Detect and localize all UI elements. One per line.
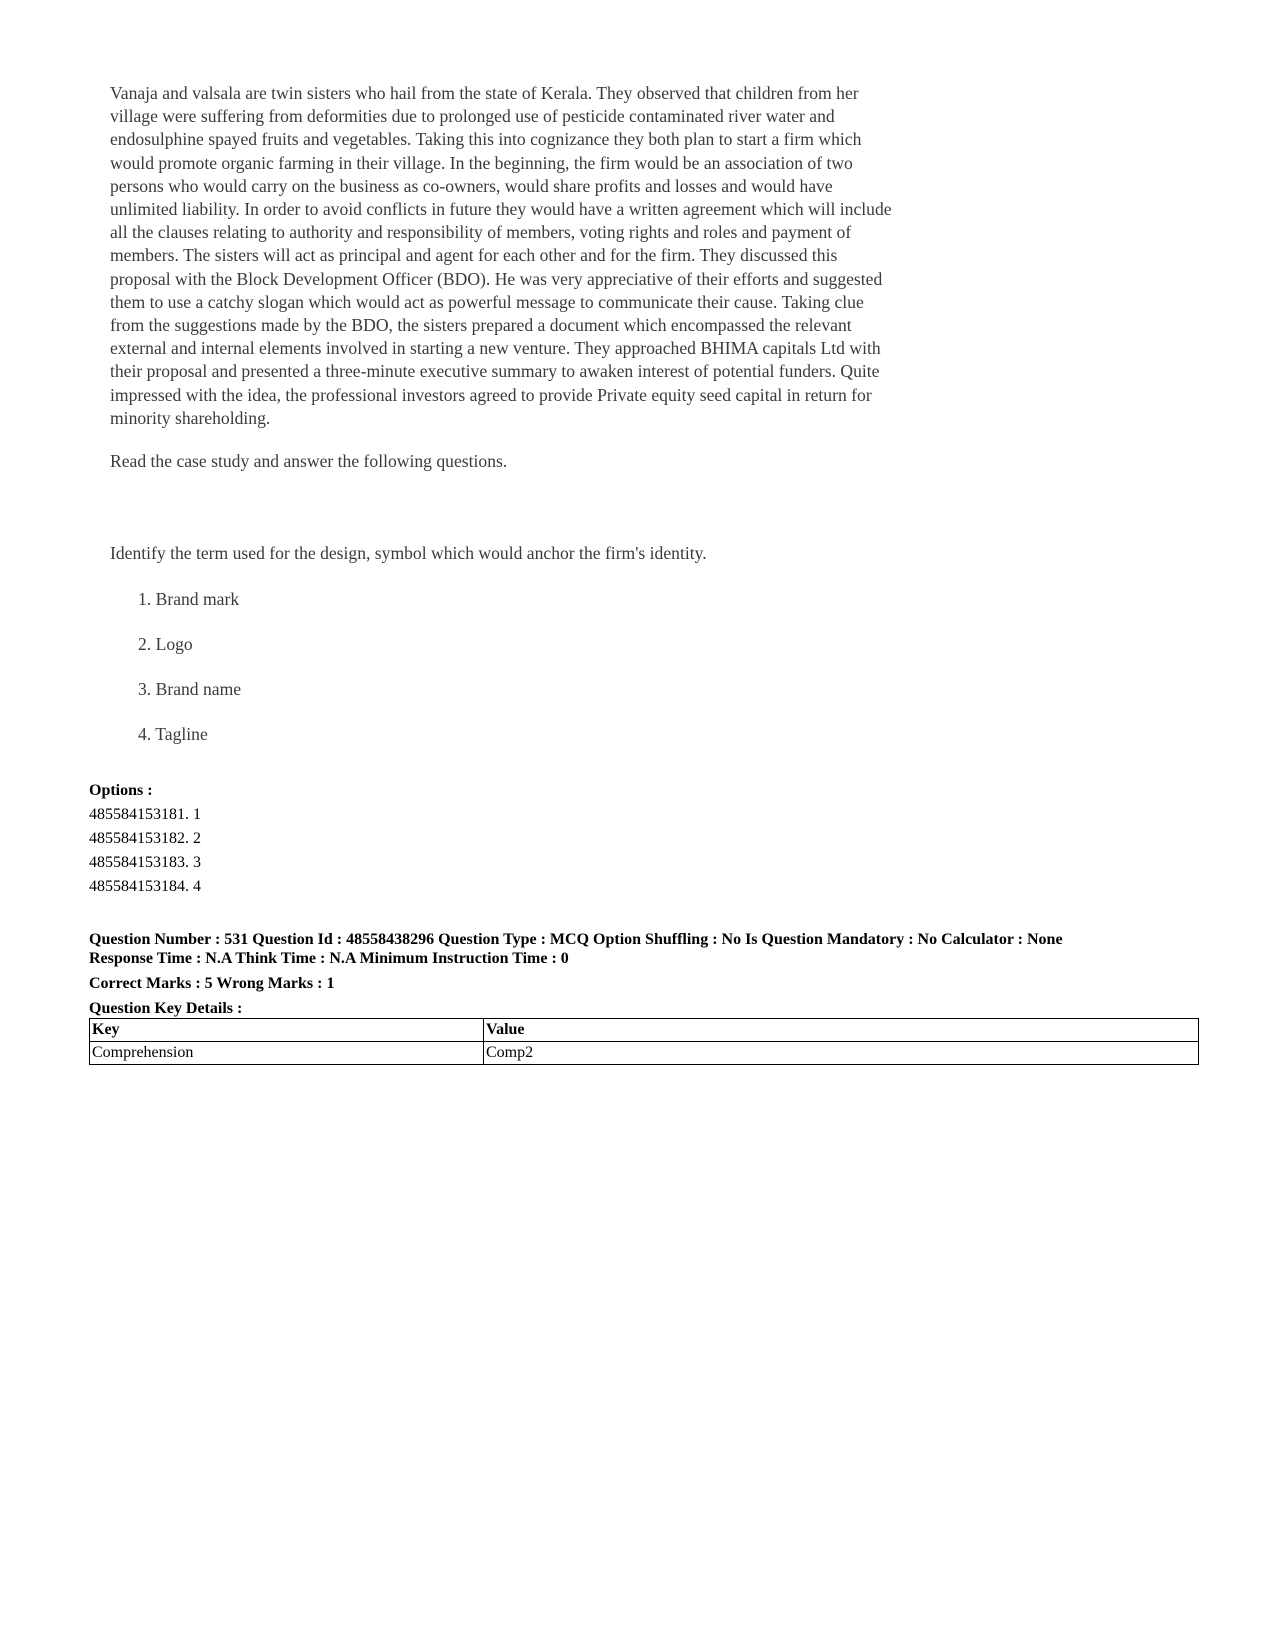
question-meta-line1: Question Number : 531 Question Id : 48558438296 Question Type : MCQ Option Shuffling : No Is Question Mandatory : No Calculator : None: [89, 931, 1063, 948]
passage-line: Vanaja and valsala are twin sisters who hail from the state of Kerala. They observed that children from her: [110, 83, 859, 103]
table-cell-key: Comprehension: [90, 1042, 484, 1065]
table-cell-value: Comp2: [484, 1042, 1199, 1065]
passage-line: them to use a catchy slogan which would act as powerful message to communicate their cause. Taking clue: [110, 291, 864, 312]
question-meta: [89, 930, 1199, 1018]
passage-line: external and internal elements involved in starting a new venture. They approached BHIMA capitals Ltd with: [110, 338, 881, 359]
option-item: 485584153183. 3: [89, 854, 201, 871]
options-title: Options :: [89, 782, 153, 799]
passage-line: unlimited liability. In order to avoid conflicts in future they would have a written agreement which will include: [110, 199, 892, 220]
table-header-value: Value: [484, 1019, 1199, 1042]
question-image: [110, 82, 1010, 744]
passage-line: members. The sisters will act as principal and agent for each other and for the firm. They discussed this: [110, 245, 838, 266]
passage-line: persons who would carry on the business as co-owners, would share profits and losses and would have: [110, 175, 833, 196]
question-text: Identify the term used for the design, symbol which would anchor the firm's identity.: [110, 543, 707, 563]
passage-line: all the clauses relating to authority and responsibility of members, voting rights and roles and payment of: [110, 222, 852, 243]
passage-line: from the suggestions made by the BDO, the sisters prepared a document which encompassed the relevant: [110, 315, 852, 336]
passage-line: village were suffering from deformities due to prolonged use of pesticide contaminated river water and: [110, 106, 835, 127]
question-key-table: [89, 1018, 1199, 1065]
passage-line: endosulphine spayed fruits and vegetables. Taking this into cognizance they both plan to start a firm which: [110, 129, 862, 150]
marks-line: Correct Marks : 5 Wrong Marks : 1: [89, 975, 335, 992]
passage-line: proposal with the Block Development Officer (BDO). He was very appreciative of their efforts and suggested: [110, 268, 883, 289]
table-header-row: [90, 1019, 1199, 1042]
table-row: [90, 1042, 1199, 1065]
question-meta-line2: Response Time : N.A Think Time : N.A Minimum Instruction Time : 0: [89, 950, 569, 967]
choice-item: 4. Tagline: [138, 724, 208, 744]
choice-item: 2. Logo: [138, 634, 193, 654]
option-item: 485584153182. 2: [89, 830, 201, 847]
table-header-key: Key: [90, 1019, 484, 1042]
case-study-passage: [110, 82, 1010, 430]
choice-item: 1. Brand mark: [138, 589, 240, 609]
passage-line: their proposal and presented a three-minute executive summary to awaken interest of potential funders. Quite: [110, 361, 880, 382]
passage-line: would promote organic farming in their village. In the beginning, the firm would be an association of two: [110, 152, 853, 173]
options-section: [89, 779, 201, 899]
passage-line: impressed with the idea, the professional investors agreed to provide Private equity seed capital in return for: [110, 384, 872, 405]
option-item: 485584153181. 1: [89, 806, 201, 823]
choice-item: 3. Brand name: [138, 679, 242, 699]
key-details-title: Question Key Details :: [89, 1000, 243, 1017]
passage-line: minority shareholding.: [110, 407, 271, 428]
instruction-text: Read the case study and answer the following questions.: [110, 451, 508, 471]
option-item: 485584153184. 4: [89, 878, 201, 895]
